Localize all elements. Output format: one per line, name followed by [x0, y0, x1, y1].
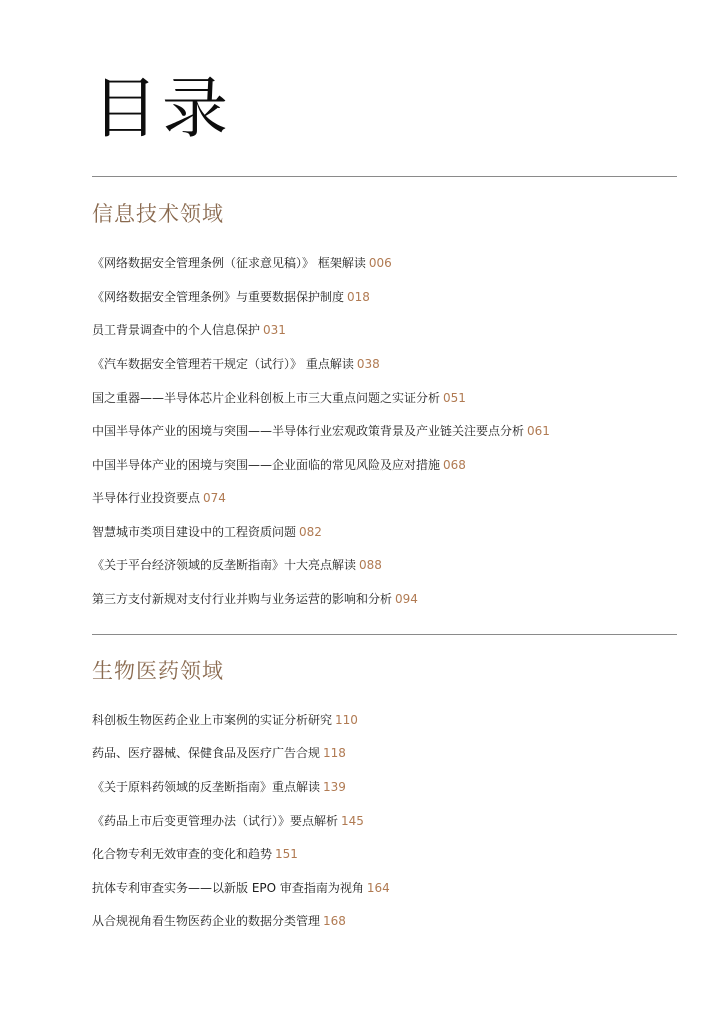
- toc-entry[interactable]: [92, 423, 550, 439]
- toc-entry[interactable]: [92, 322, 286, 338]
- page-number: 164: [366, 881, 390, 895]
- divider: [92, 176, 677, 177]
- entry-text: 员工背景调查中的个人信息保护: [92, 323, 261, 337]
- entry-text: 《汽车数据安全管理若干规定（试行）》 重点解读: [92, 357, 354, 371]
- page-number: 006: [368, 256, 392, 270]
- entry-text: 《关于平台经济领域的反垄断指南》十大亮点解读: [92, 558, 357, 572]
- entry-text: 中国半导体产业的困境与突围——半导体行业宏观政策背景及产业链关注要点分析: [92, 424, 525, 438]
- page-number: 051: [443, 391, 466, 405]
- toc-entry[interactable]: [92, 745, 346, 761]
- toc-entry[interactable]: [92, 846, 298, 862]
- entry-text: 智慧城市类项目建设中的工程资质问题: [92, 525, 297, 539]
- entry-text: 药品、医疗器械、保健食品及医疗广告合规: [92, 746, 321, 760]
- page-number: 139: [323, 780, 346, 794]
- toc-entry[interactable]: [92, 779, 346, 795]
- entry-text: 抗体专利审查实务——以新版 EPO 审查指南为视角: [92, 881, 364, 895]
- page-title: 目录: [92, 70, 232, 147]
- toc-entry[interactable]: [92, 255, 392, 271]
- page-number: 068: [443, 458, 466, 472]
- page-number: 074: [203, 491, 226, 505]
- page-number: 018: [347, 290, 370, 304]
- toc-entry[interactable]: [92, 289, 370, 305]
- page-number: 110: [335, 713, 358, 727]
- toc-entry[interactable]: [92, 356, 380, 372]
- page-number: 151: [275, 847, 298, 861]
- toc-entry[interactable]: [92, 591, 418, 607]
- toc-entry[interactable]: [92, 880, 390, 896]
- divider: [92, 634, 677, 635]
- entry-text: 《药品上市后变更管理办法（试行）》要点解析: [92, 814, 339, 828]
- toc-entry[interactable]: [92, 813, 364, 829]
- section-title-it: 信息技术领域: [92, 202, 224, 226]
- entry-text: 《关于原料药领域的反垄断指南》重点解读: [92, 780, 321, 794]
- entry-text: 中国半导体产业的困境与突围——企业面临的常见风险及应对措施: [92, 458, 441, 472]
- toc-entry[interactable]: [92, 390, 466, 406]
- entry-text: 科创板生物医药企业上市案例的实证分析研究: [92, 713, 333, 727]
- page-number: 088: [359, 558, 382, 572]
- toc-entry[interactable]: [92, 913, 346, 929]
- toc-entry[interactable]: [92, 557, 382, 573]
- page-number: 038: [356, 357, 380, 371]
- entry-text: 第三方支付新规对支付行业并购与业务运营的影响和分析: [92, 592, 393, 606]
- page-number: 082: [299, 525, 322, 539]
- toc-entry[interactable]: [92, 712, 358, 728]
- toc-entry[interactable]: [92, 524, 322, 540]
- entry-text: 《网络数据安全管理条例》与重要数据保护制度: [92, 290, 345, 304]
- page-number: 031: [263, 323, 286, 337]
- page-number: 168: [323, 914, 346, 928]
- page-number: 118: [323, 746, 346, 760]
- entry-text: 化合物专利无效审查的变化和趋势: [92, 847, 273, 861]
- toc-entry[interactable]: [92, 490, 226, 506]
- page-number: 145: [341, 814, 364, 828]
- page-number: 061: [527, 424, 550, 438]
- entry-text: 《网络数据安全管理条例（征求意见稿）》 框架解读: [92, 256, 366, 270]
- entry-text: 国之重器——半导体芯片企业科创板上市三大重点问题之实证分析: [92, 391, 441, 405]
- page-number: 094: [395, 592, 418, 606]
- toc-entry[interactable]: [92, 457, 466, 473]
- entry-text: 从合规视角看生物医药企业的数据分类管理: [92, 914, 321, 928]
- entry-text: 半导体行业投资要点: [92, 491, 201, 505]
- section-title-biomed: 生物医药领域: [92, 659, 224, 683]
